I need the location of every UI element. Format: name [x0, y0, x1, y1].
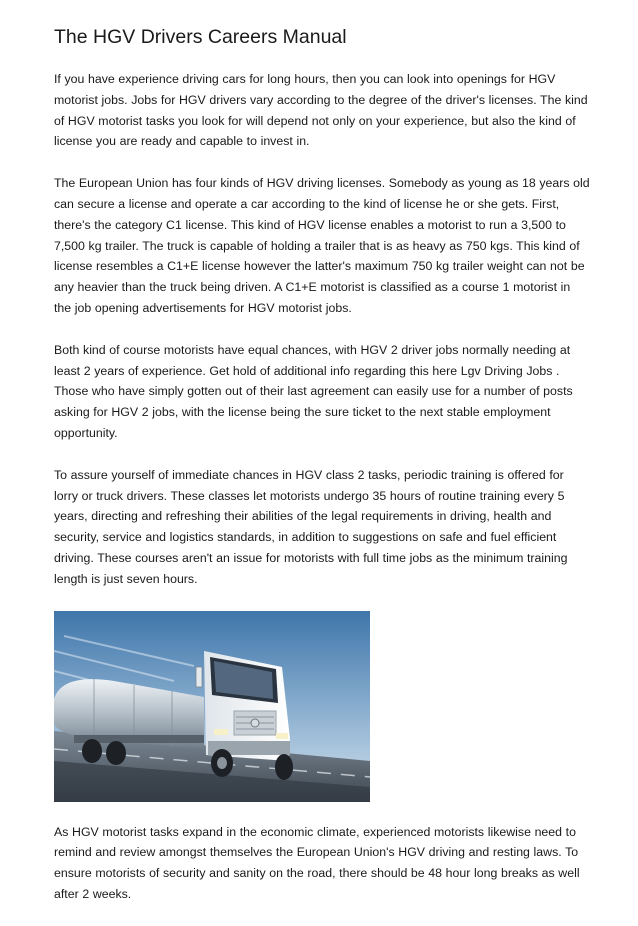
paragraph-course-motorists: Both kind of course motorists have equal chances, with HGV 2 driver jobs normally needing at least 2 years of experience. Get hold of additional info regarding this here Lgv Driving Jobs . Those who have simply gotten out of their last agreement can easily use for a number of posts asking for HGV 2 jobs, with the license being the sure ticket to the next stable employment opportunity. [54, 342, 573, 440]
paragraph-training: To assure yourself of immediate chances in HGV class 2 tasks, periodic training is offered for lorry or truck drivers. These classes let motorists undergo 35 hours of routine training every 5 years, directing and refreshing their abilities of the legal requirements in driving, health and security, service and logistics standards, in addition to suggestions on safe and fuel efficient driving. These courses aren't an issue for motorists with full time jobs as the minimum training length is just seven hours. [54, 467, 568, 586]
paragraph-intro: If you have experience driving cars for long hours, then you can look into openings for HGV motorist jobs. Jobs for HGV drivers vary according to the degree of the driver's licenses. The kind of HGV motorist tasks you look for will depend not only on your experience, but also the kind of license you are ready and capable to invest in. [54, 72, 588, 149]
document-page [54, 24, 590, 926]
document-title: The HGV Drivers Careers Manual [54, 26, 347, 48]
truck-photo [54, 611, 370, 802]
paragraph-license-kinds: The European Union has four kinds of HGV driving licenses. Somebody as young as 18 years old can secure a license and operate a car according to the kind of license he or she gets. First, there's the category C1 license. This kind of HGV license enables a motorist to run a 3,500 to 7,500 kg trailer. The truck is capable of holding a trailer that is as heavy as 750 kgs. This kind of license resembles a C1+E license however the latter's maximum 750 kg trailer weight can not be any heavier than the truck being driven. A C1+E motorist is classified as a course 1 motorist in the job opening advertisements for HGV motorist jobs. [54, 176, 590, 315]
paragraph-driving-laws: As HGV motorist tasks expand in the economic climate, experienced motorists likewise need to remind and review amongst themselves the European Union's HGV driving and resting laws. To ensure motorists of security and sanity on the road, there should be 48 hour long breaks as well after 2 weeks. [54, 824, 580, 901]
